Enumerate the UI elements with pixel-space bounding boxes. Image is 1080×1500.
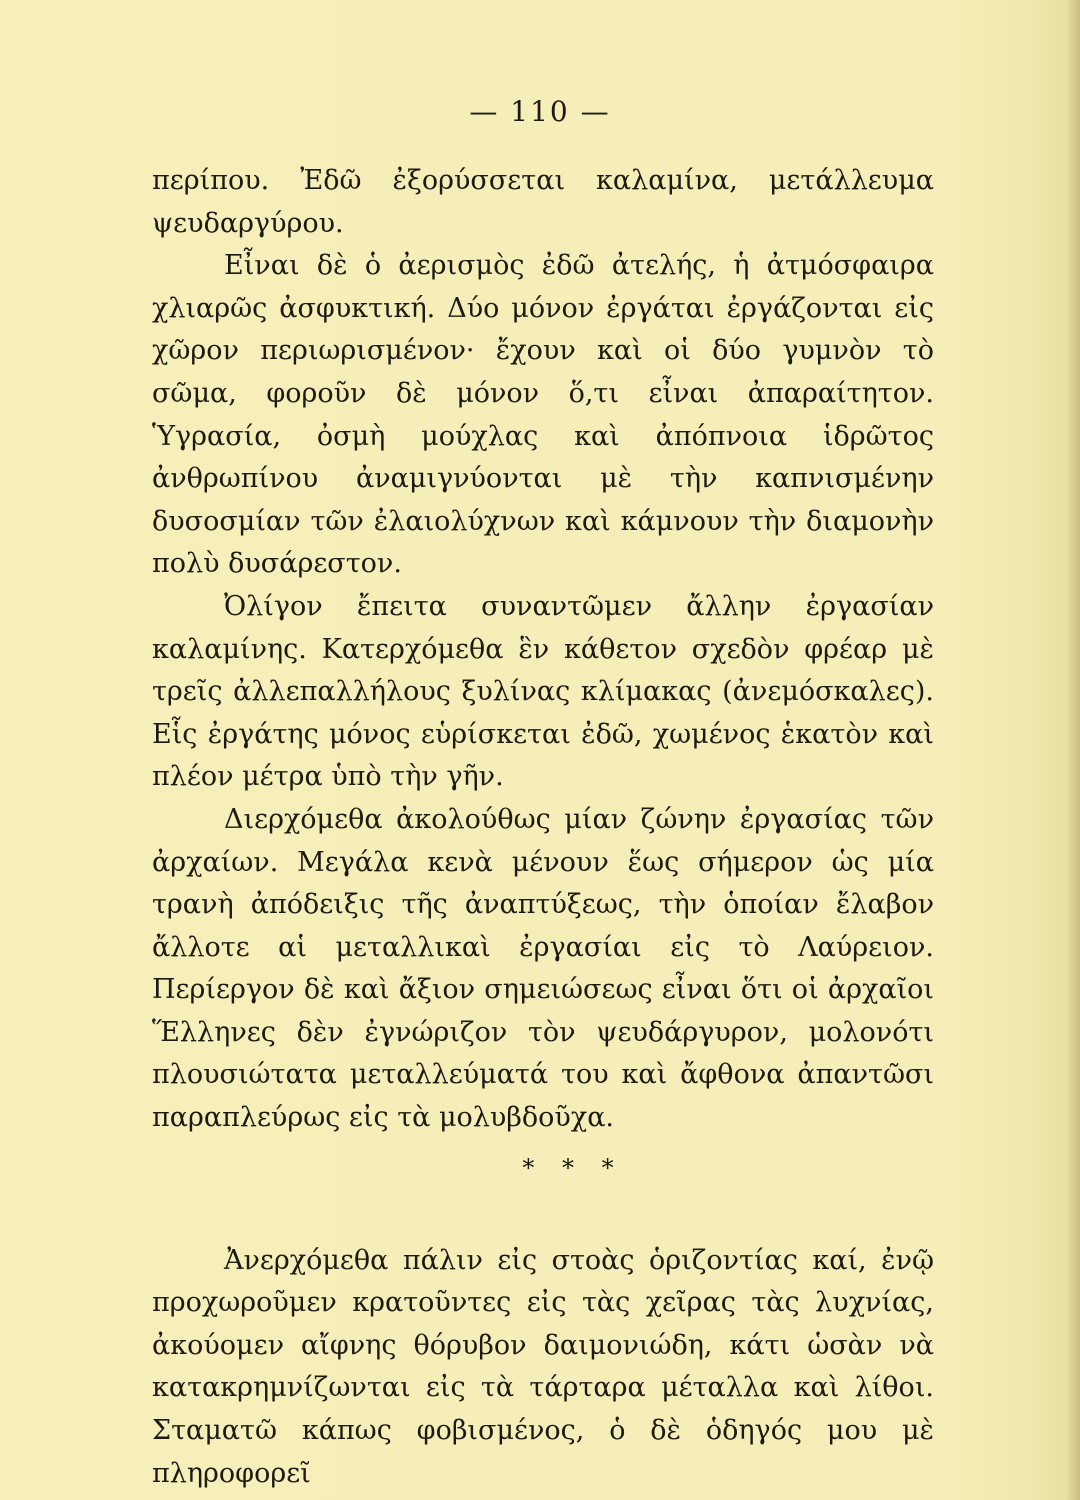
paragraph: Ἀνερχόμεθα πάλιν εἰς στοὰς ὁριζοντίας καί, ἐνῷ προχωροῦμεν κρατοῦντες εἰς τὰς χεῖρας τὰς λυχνίας, ἀκούομεν αἴφνης θόρυβον δαιμονιώδη, κάτι ὡσὰν νὰ κατακρημνίζωνται εἰς τὰ τάρταρα μέταλλα καὶ λίθοι. Σταματῶ κάπως φοβισμένος, ὁ δὲ ὁδηγός μου μὲ πληροφορεῖ	[152, 1244, 934, 1489]
page-number: — 110 —	[469, 95, 611, 128]
paragraph: περίπου. Ἐδῶ ἐξορύσσεται καλαμίνα, μετάλλευμα ψευδαργύρου.	[152, 165, 934, 239]
paragraph: Διερχόμεθα ἀκολούθως μίαν ζώνην ἐργασίας τῶν ἀρχαίων. Μεγάλα κενὰ μένουν ἕως σήμερον ὡς μία τρανὴ ἀπόδειξις τῆς ἀναπτύξεως, τὴν ὁποίαν ἔλαβον ἄλλοτε αἱ μεταλλικαὶ ἐργασίαι εἰς τὸ Λαύρειον. Περίεργον δὲ καὶ ἄξιον σημειώσεως εἶναι ὅτι οἱ ἀρχαῖοι Ἕλληνες δὲν ἐγνώριζον τὸν ψευδάργυρον, μολονότι πλουσιώτατα μεταλλεύματά του καὶ ἄφθονα ἀπαντῶσι παραπλεύρως εἰς τὰ μολυβδοῦχα.	[152, 803, 934, 1134]
section-separator: * * *	[522, 1153, 624, 1182]
body-text	[152, 160, 934, 1495]
paragraph: Εἶναι δὲ ὁ ἀερισμὸς ἐδῶ ἀτελής, ἡ ἀτμόσφαιρα χλιαρῶς ἀσφυκτική. Δύο μόνον ἐργάται ἐργάζονται εἰς χῶρον περιωρισμένον· ἔχουν καὶ οἱ δύο γυμνὸν τὸ σῶμα, φοροῦν δὲ μόνον ὅ,τι εἶναι ἀπαραίτητον. Ὑγρασία, ὀσμὴ μούχλας καὶ ἀπόπνοια ἱδρῶτος ἀνθρωπίνου ἀναμιγνύονται μὲ τὴν καπνισμένην δυσοσμίαν τῶν ἐλαιολύχνων καὶ κάμνουν τὴν διαμονὴν πολὺ δυσάρεστον.	[152, 250, 934, 580]
paragraph: Ὀλίγον ἔπειτα συναντῶμεν ἄλλην ἐργασίαν καλαμίνης. Κατερχόμεθα ἓν κάθετον σχεδὸν φρέαρ μὲ τρεῖς ἀλλεπαλλήλους ξυλίνας κλίμακας (ἀνεμόσκαλες). Εἷς ἐργάτης μόνος εὑρίσκεται ἐδῶ, χωμένος ἑκατὸν καὶ πλέον μέτρα ὑπὸ τὴν γῆν.	[152, 590, 934, 793]
page-edge-shadow	[1066, 0, 1080, 1500]
section-gap	[152, 1196, 934, 1240]
